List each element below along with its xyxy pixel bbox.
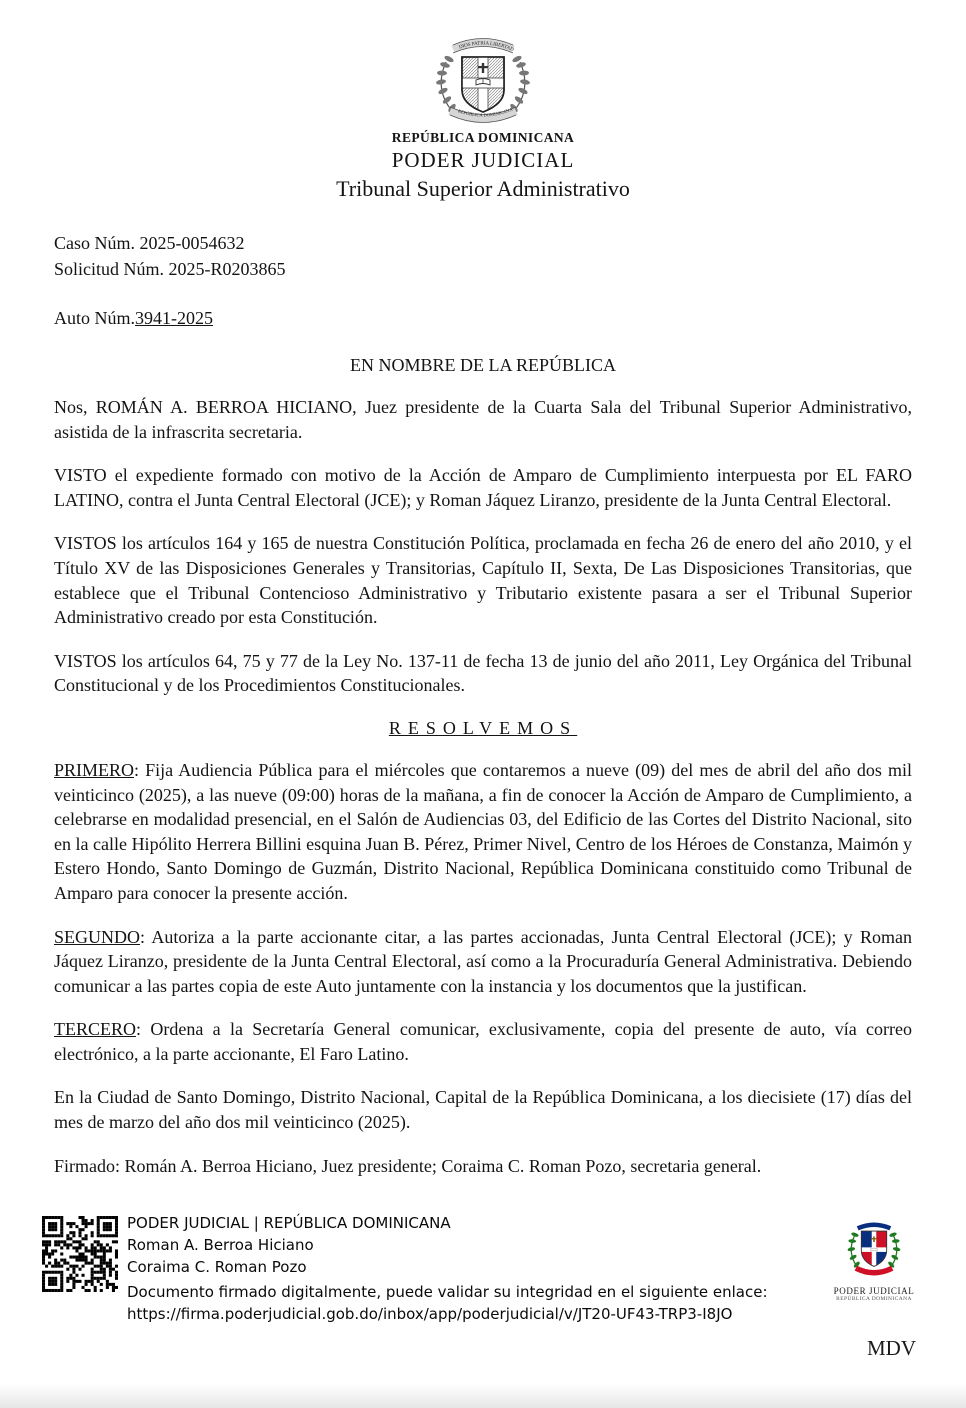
case-number-line	[54, 230, 912, 256]
resolution-primero-lead: PRIMERO	[54, 759, 135, 780]
case-number-value: 2025-0054632	[139, 233, 245, 253]
request-number-line	[54, 256, 912, 282]
paragraph-vistos-constitution: VISTOS los artículos 164 y 165 de nuestra Constitución Política, proclamada en fecha 26 de enero del año 2010, y el Título XV de las Disposiciones Generales y Transitorias, Capítulo II, Sexta, De Las Disposiciones Transitorias, que establece que el Tribunal Contencioso Administrativo y Tributario existente pasara a ser el Tribunal Superior Administrativo creado por esta Constitución.	[54, 533, 912, 628]
auto-number-line	[54, 308, 912, 329]
resolution-tercero	[54, 1017, 912, 1066]
resolution-primero	[54, 758, 912, 906]
digital-signature-block	[127, 1212, 787, 1325]
resolution-tercero-lead: TERCERO	[54, 1019, 137, 1040]
header-country: REPÚBLICA DOMINICANA	[391, 130, 575, 145]
page-bottom-shade	[0, 1384, 966, 1408]
closing-place-date: En la Ciudad de Santo Domingo, Distrito Nacional, Capital de la República Dominicana, a los diecisiete (17) días del mes de marzo del año dos mil veinticinco (2025).	[54, 1087, 912, 1133]
signature-org-line: PODER JUDICIAL | REPÚBLICA DOMINICANA	[127, 1214, 451, 1232]
resolve-heading-text: RESOLVEMOS	[388, 717, 578, 738]
resolution-segundo-lead: SEGUNDO	[54, 926, 141, 947]
paragraph-vistos-law: VISTOS los artículos 64, 75 y 77 de la Ley No. 137-11 de fecha 13 de junio del año 2011, Ley Orgánica del Tribunal Constitucional y de los Procedimientos Constitucionales.	[54, 650, 912, 696]
seal-title: PODER JUDICIAL	[833, 1286, 915, 1296]
palm-branch-icon	[509, 55, 530, 114]
signature-validation-text: Documento firmado digitalmente, puede validar su integridad en el siguiente enlace:	[127, 1283, 768, 1301]
paragraph-judge: Nos, ROMÁN A. BERROA HICIANO, Juez presidente de la Cuarta Sala del Tribunal Superior Administrativo, asistida de la infrascrita secretaria.	[54, 397, 912, 442]
auto-number-label: Auto Núm.	[54, 308, 135, 328]
resolution-segundo-body: : Autoriza a la parte accionante citar, a las partes accionadas, Junta Central Electoral (JCE); y Roman Jáquez Liranzo, presidente de la Junta Central Electoral, así como a la Procuraduría General Administrativa. Debiendo comunicar a las partes copia de este Auto juntamente con la instancia y los documentos que la justifican.	[54, 926, 912, 996]
motto-top-text: DIOS PATRIA LIBERTAD	[458, 41, 515, 53]
request-number-label: Solicitud Núm.	[54, 259, 165, 279]
resolution-segundo	[54, 925, 912, 999]
shield-icon	[461, 56, 505, 114]
header-institution: PODER JUDICIAL	[391, 148, 575, 172]
paragraph-visto: VISTO el expediente formado con motivo de la Acción de Amparo de Cumplimiento interpuesta por EL FARO LATINO, contra el Junta Central Electoral (JCE); y Roman Jáquez Liranzo, presidente de la Junta Central Electoral.	[54, 465, 912, 510]
signature-validation-link[interactable]: https://firma.poderjudicial.gob.do/inbox/app/poderjudicial/v/JT20-UF43-TRP3-I8JO	[127, 1305, 733, 1323]
motto-bottom-text: REPÚBLICA DOMINICANA	[457, 106, 514, 118]
reviewer-initials: MDV	[866, 1336, 916, 1360]
case-info	[54, 230, 912, 282]
signature-signer-judge: Roman A. Berroa Hiciano	[127, 1236, 314, 1254]
case-number-label: Caso Núm.	[54, 233, 135, 253]
poder-judicial-seal-icon	[845, 1222, 903, 1280]
poder-judicial-seal	[828, 1222, 920, 1302]
auto-number-value: 3941-2025	[135, 308, 213, 328]
resolution-tercero-body: : Ordena a la Secretaría General comunicar, exclusivamente, copia del presente de auto, vía correo electrónico, a la parte accionante, El Faro Latino.	[54, 1019, 912, 1064]
resolution-primero-body: : Fija Audiencia Pública para el miércoles que contaremos a nueve (09) del mes de abril del año dos mil veinticinco (2025), a las nueve (09:00) horas de la mañana, a fin de conocer la Acción de Amparo de Cumplimiento, a celebrarse en modalidad presencial, en el Salón de Audiencias 03, del Edificio de las Cortes del Distrito Nacional, sito en la calle Hipólito Herrera Billini esquina Juan B. Pérez, Primer Nivel, Centro de los Héroes de Constanza, Maimón y Estero Hondo, Santo Domingo de Guzmán, Distrito Nacional, República Dominicana constituido como Tribunal de Amparo para conocer la presente acción.	[54, 759, 912, 903]
qr-code-icon	[42, 1216, 118, 1292]
in-name-of-republic-heading: EN NOMBRE DE LA REPÚBLICA	[349, 355, 616, 375]
dominican-coat-of-arms-icon	[423, 36, 543, 128]
request-number-value: 2025-R0203865	[168, 259, 286, 279]
signature-signer-secretary: Coraima C. Roman Pozo	[127, 1258, 307, 1276]
laurel-branch-icon	[436, 55, 457, 114]
header-court-title: Tribunal Superior Administrativo	[336, 176, 630, 201]
closing-signed-line: Firmado: Román A. Berroa Hiciano, Juez presidente; Coraima C. Roman Pozo, secretaria general.	[54, 1155, 762, 1176]
seal-subtitle: REPÚBLICA DOMINICANA	[836, 1296, 912, 1302]
resolve-heading	[54, 718, 912, 739]
